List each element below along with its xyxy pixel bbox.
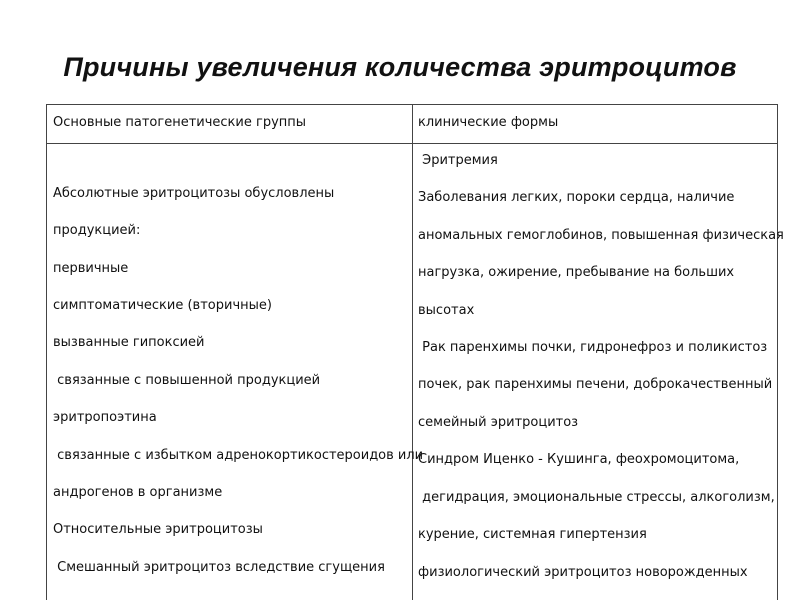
header-divider — [46, 143, 778, 144]
column-divider — [412, 104, 413, 600]
right-line: нагрузка, ожирение, пребывание на больших — [418, 265, 735, 280]
right-line: высотах — [418, 303, 475, 318]
right-line: Эритремия — [418, 153, 498, 168]
left-line: андрогенов в организме — [53, 485, 223, 500]
left-line: Смешанный эритроцитоз вследствие сгущения — [53, 560, 385, 575]
header-pathogenetic-groups: Основные патогенетические группы — [53, 115, 307, 130]
header-clinical-forms: клинические формы — [418, 115, 559, 130]
left-line: Абсолютные эритроцитозы обусловлены — [53, 186, 335, 201]
left-line: симптоматические (вторичные) — [53, 298, 272, 313]
right-line: Синдром Иценко - Кушинга, феохромоцитома, — [418, 452, 740, 467]
right-line: Рак паренхимы почки, гидронефроз и поликистоз — [418, 340, 768, 355]
right-line: аномальных гемоглобинов, повышенная физическая — [418, 228, 784, 243]
right-line: Заболевания легких, пороки сердца, наличие — [418, 190, 735, 205]
left-line: вызванные гипоксией — [53, 335, 205, 350]
left-line: Относительные эритроцитозы — [53, 522, 263, 537]
right-line: физиологический эритроцитоз новорожденных — [418, 565, 748, 580]
left-line: продукцией: — [53, 223, 141, 238]
right-line: почек, рак паренхимы печени, доброкачественный — [418, 377, 773, 392]
left-line: связанные с избытком адренокортикостероидов или — [53, 448, 424, 463]
left-line: связанные с повышенной продукцией — [53, 373, 321, 388]
left-line: эритропоэтина — [53, 410, 157, 425]
right-line: дегидрация, эмоциональные стрессы, алкоголизм, — [418, 490, 775, 505]
slide-title: Причины увеличения количества эритроцитов — [63, 52, 737, 82]
right-line: семейный эритроцитоз — [418, 415, 579, 430]
left-line: первичные — [53, 261, 129, 276]
right-line: курение, системная гипертензия — [418, 527, 647, 542]
